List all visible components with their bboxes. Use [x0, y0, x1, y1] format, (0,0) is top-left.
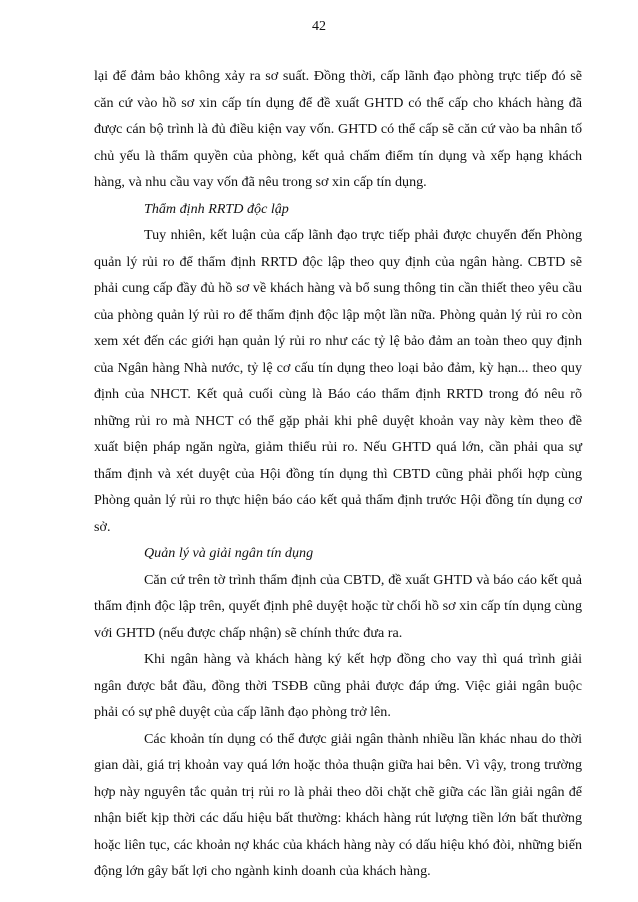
paragraph-disbursement-start: Khi ngân hàng và khách hàng ký kết hợp đồng cho vay thì quá trình giải ngân được bắt đầu, đồng thời TSĐB cũng phải được đáp ứng. Việc giải ngân buộc phải có sự phê duyệt của cấp lãnh đạo phòng trở lên.	[94, 651, 582, 720]
subheading-independent-credit-risk-appraisal: Thẩm định RRTD độc lập	[144, 200, 289, 217]
paragraph-multiple-disbursements: Các khoản tín dụng có thể được giải ngân thành nhiều lần khác nhau do thời gian dài, giá trị khoản vay quá lớn hoặc thỏa thuận giữa hai bên. Vì vậy, trong trường hợp này nguyên tắc quản trị rủi ro là phải theo dõi chặt chẽ giữa các lần giải ngân để nhận biết kịp thời các dấu hiệu bất thường: khách hàng rút lượng tiền lớn bất thường hoặc liên tục, các khoản nợ khác của khách hàng này có dấu hiệu khó đòi, những biến động lớn gây bất lợi cho ngành kinh doanh của khách hàng.	[94, 730, 582, 879]
paragraph-continuation: lại để đảm bảo không xảy ra sơ suất. Đồng thời, cấp lãnh đạo phòng trực tiếp đó sẽ căn cứ vào hồ sơ xin cấp tín dụng để đề xuất GHTD có thể cấp cho khách hàng đã được cán bộ trình là đủ điều kiện vay vốn. GHTD có thể cấp sẽ căn cứ vào ba nhân tố chủ yếu là thẩm quyền của phòng, kết quả chấm điểm tín dụng và xếp hạng khách hàng, và nhu cầu vay vốn đã nêu trong sơ xin cấp tín dụng.	[94, 68, 582, 190]
document-body	[94, 63, 582, 885]
paragraph-approval-decision: Căn cứ trên tờ trình thẩm định của CBTD, đề xuất GHTD và báo cáo kết quả thẩm định độc lập trên, quyết định phê duyệt hoặc từ chối hồ sơ xin cấp tín dụng cùng với GHTD (nếu được chấp nhận) sẽ chính thức đưa ra.	[94, 571, 582, 641]
page-number: 42	[312, 19, 326, 34]
subheading-credit-management-disbursement: Quản lý và giải ngân tín dụng	[144, 545, 314, 561]
paragraph-risk-appraisal: Tuy nhiên, kết luận của cấp lãnh đạo trực tiếp phải được chuyển đến Phòng quản lý rủi ro để thẩm định RRTD độc lập theo quy định của ngân hàng. CBTD sẽ phải cung cấp đầy đủ hồ sơ về khách hàng và bổ sung thông tin cần thiết theo yêu cầu của phòng quản lý rủi ro để thẩm định độc lập một lần nữa. Phòng quản lý rủi ro còn xem xét đến các giới hạn quản lý rủi ro như các tỷ lệ bảo đảm an toàn theo quy định của Ngân hàng Nhà nước, tỷ lệ cơ cấu tín dụng theo loại bảo đảm, kỳ hạn... theo quy định của NHCT. Kết quả cuối cùng là Báo cáo thẩm định RRTD trong đó nêu rõ những rủi ro mà NHCT có thể gặp phải khi phê duyệt khoản vay này kèm theo đề xuất biện pháp ngăn ngừa, giảm thiểu rủi ro. Nếu GHTD quá lớn, cần phải qua sự thẩm định và xét duyệt của Hội đồng tín dụng thì CBTD cũng phải phối hợp cùng Phòng quản lý rủi ro thực hiện báo cáo kết quả thẩm định trước Hội đồng tín dụng cơ sở.	[94, 227, 582, 535]
